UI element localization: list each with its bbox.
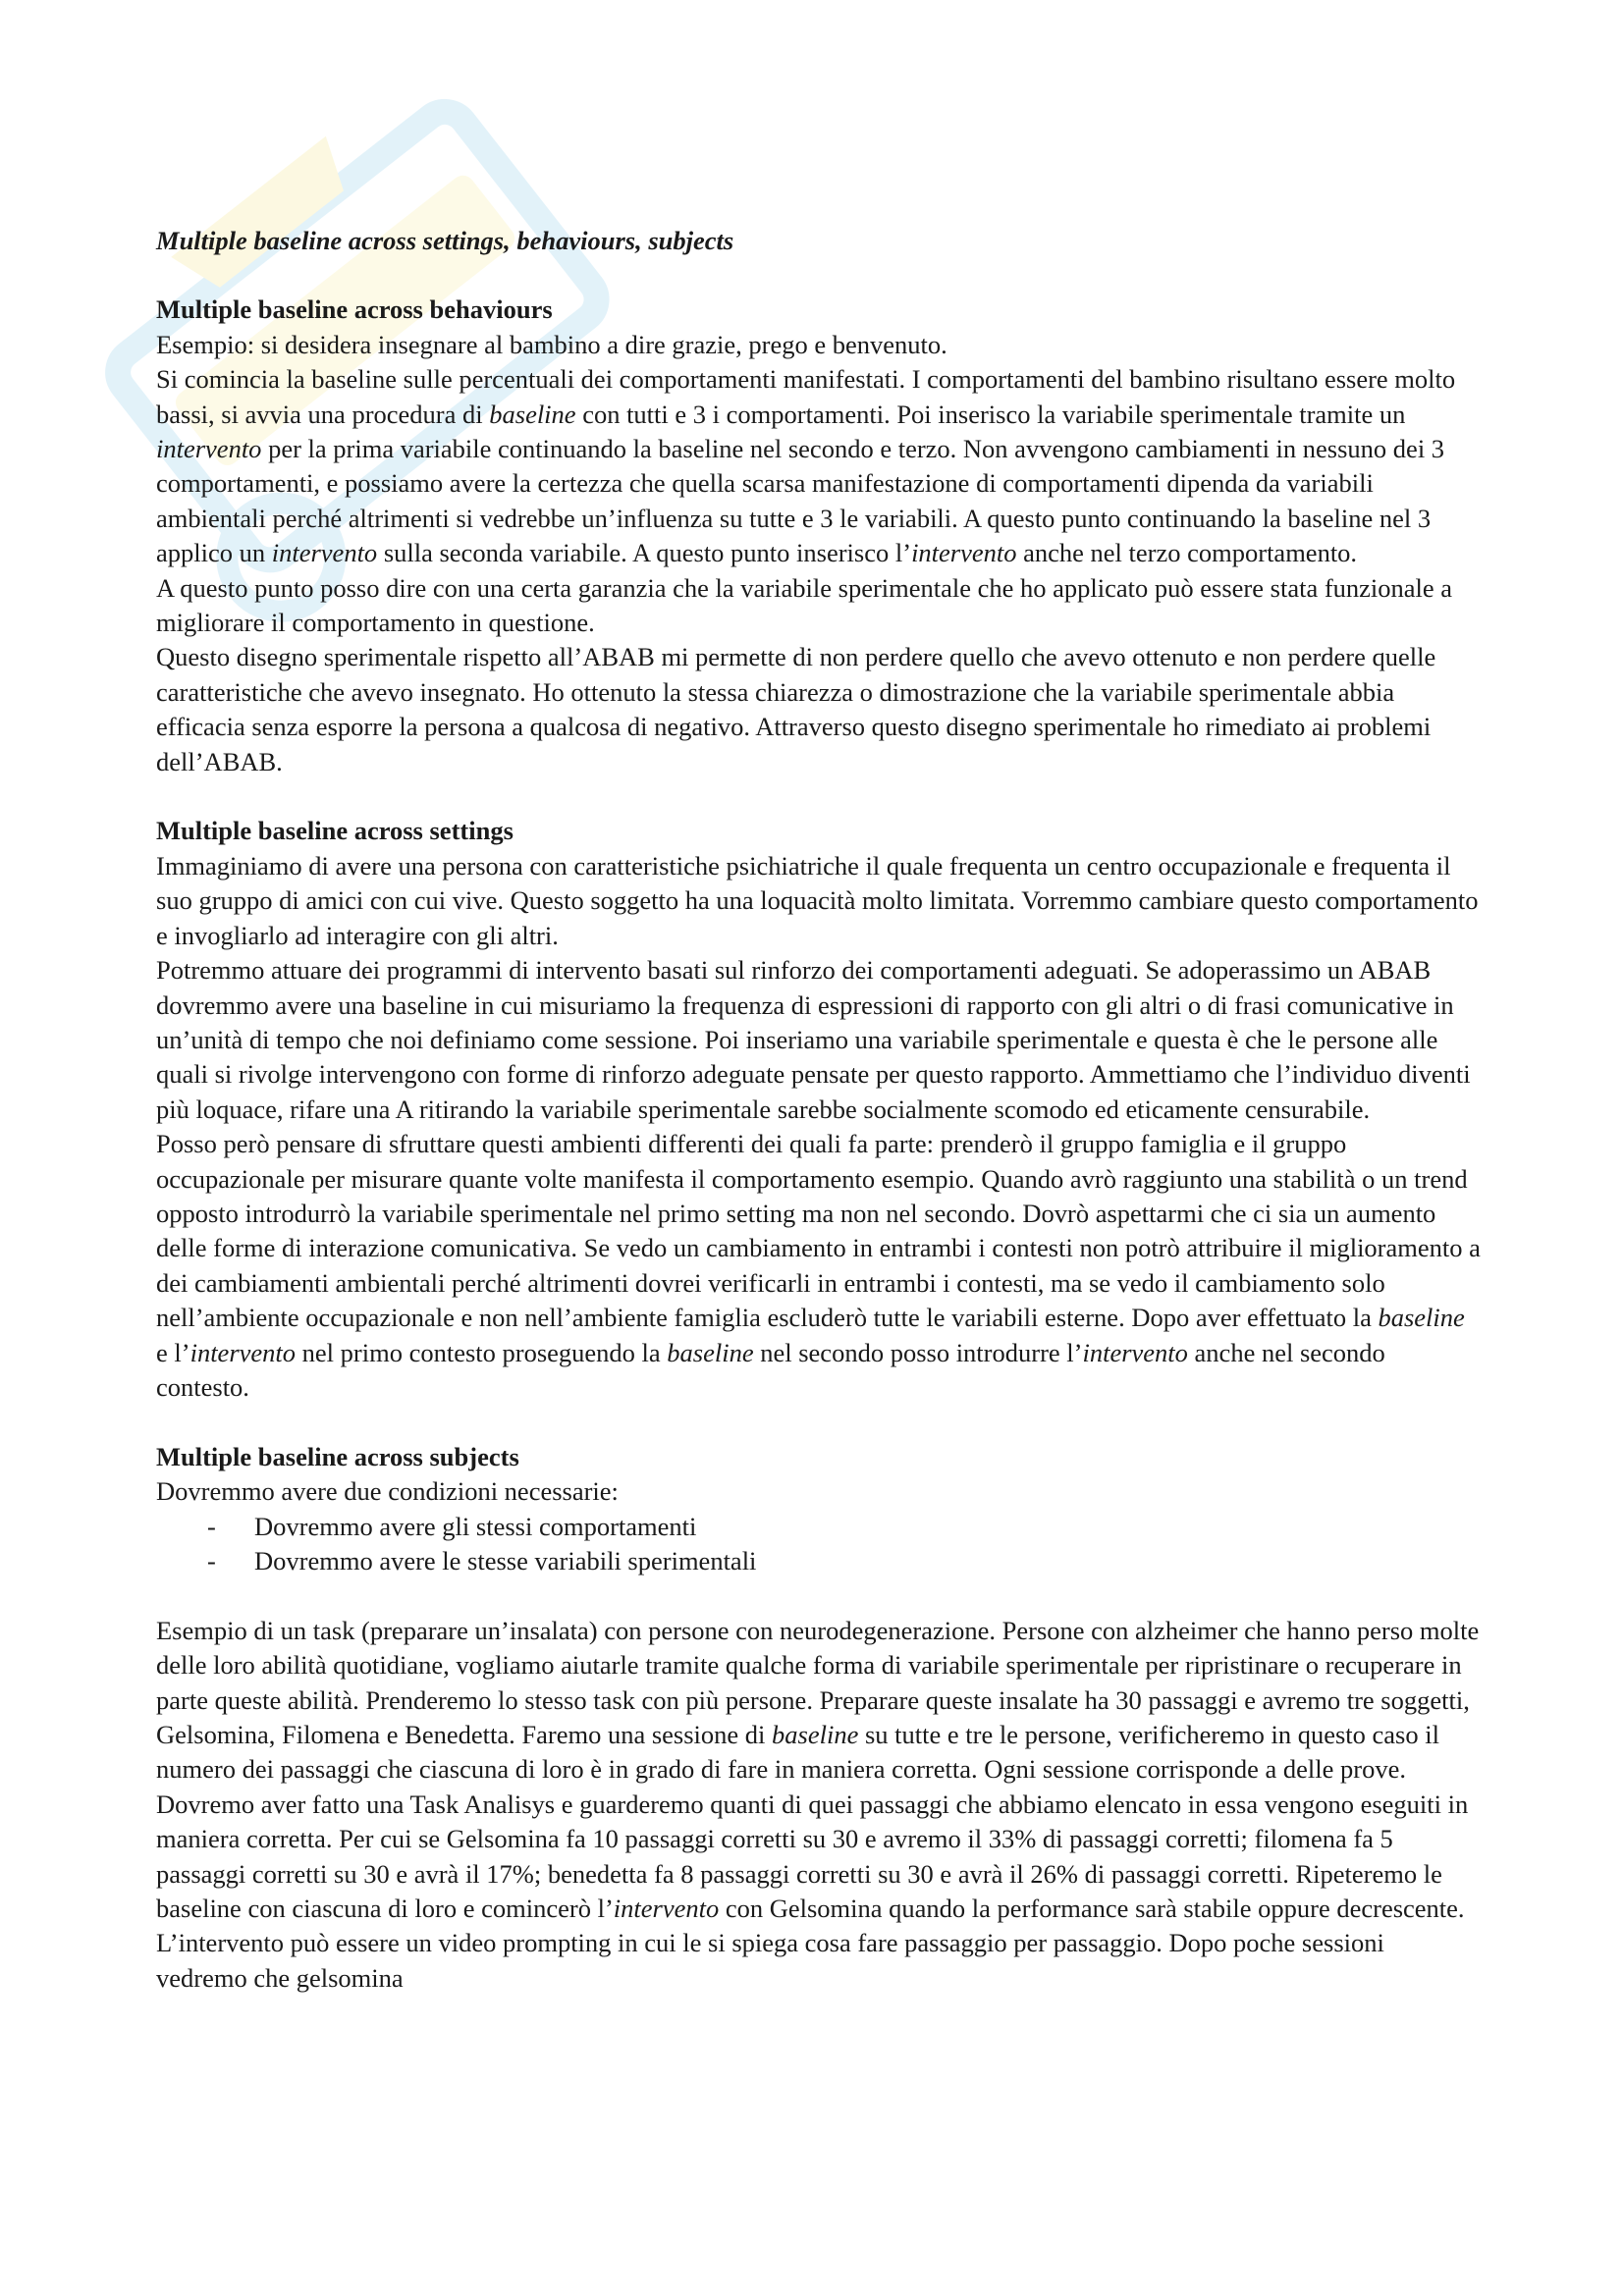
section-body (156, 328, 1482, 779)
list-item (156, 1510, 1482, 1544)
section-body (156, 1614, 1482, 1996)
section-heading: Multiple baseline across behaviours (156, 294, 553, 325)
paragraph (156, 571, 1482, 641)
paragraph (156, 953, 1482, 1127)
section-intro: Dovremmo avere due condizioni necessarie: (156, 1476, 619, 1507)
text-run: nel primo contesto proseguendo la (296, 1337, 668, 1367)
text-run: con Gelsomina quando la performance sarà stabile oppure decrescente. L’intervento può essere un video prompting in cui le si spiega cosa fare passaggio per passaggio. Dopo poche sessioni vedremo che gelsomina (156, 1894, 1465, 1993)
paragraph (156, 362, 1482, 570)
section-behaviours (156, 293, 1482, 779)
paragraph (156, 1614, 1482, 1996)
text-run: nel secondo posso introdurre l’ (753, 1337, 1083, 1367)
text-run: su tutte e tre le persone, verificheremo in questo caso il numero dei passaggi che ciascuna di loro è in grado di fare in maniera corretta. Ogni sessione corrisponde a delle prove. Dovremo aver fatto una Task Analisys e guarderemo quanti di quei passaggi che abbiamo elencato in essa vengono eseguiti in maniera corretta. Per cui se Gelsomina fa 10 passaggi corretti su 30 e avremo il 33% di passaggi corretti; filomena fa 5 passaggi corretti su 30 e avrà il 17%; benedetta fa 8 passaggi corretti su 30 e avrà il 26% di passaggi corretti. Ripeteremo le baseline con ciascuna di loro e comincerò l’ (156, 1720, 1469, 1924)
section-heading: Multiple baseline across settings (156, 816, 514, 846)
emphasis-text: baseline (667, 1337, 754, 1367)
emphasis-text: intervento (189, 1337, 297, 1367)
text-run: Potremmo attuare dei programmi di intervento basati sul rinforzo dei comportamenti adeguati. Se adoperassimo un ABAB dovremmo avere una baseline in cui misuriamo la frequenza di espressioni di rapporto con gli altri o di frasi comunicative in un’unità di tempo che noi definiamo come sessione. Poi inseriamo una variabile sperimentale e questa è che le persone alle quali si rivolge intervengono con forme di rinforzo adeguate pensate per questo rapporto. Ammettiamo che l’individuo diventi più loquace, rifare una A ritirando la variabile sperimentale sarebbe socialmente scomodo ed eticamente censurabile. (156, 955, 1471, 1124)
text-run: A questo punto posso dire con una certa garanzia che la variabile sperimentale che ho applicato può essere stata funzionale a migliorare il comportamento in questione. (156, 572, 1453, 638)
section-heading: Multiple baseline across subjects (156, 1441, 519, 1471)
document-page (156, 224, 1482, 2031)
text-run: Questo disegno sperimentale rispetto all’ABAB mi permette di non perdere quello che avevo ottenuto e non perdere quelle caratteristiche che avevo insegnato. Ho ottenuto la stessa chiarezza o dimostrazione che la variabile sperimentale abbia efficacia senza esporre la persona a qualcosa di negativo. Attraverso questo disegno sperimentale ho rimediato ai problemi dell’ABAB. (156, 642, 1436, 776)
emphasis-text: intervento (613, 1894, 720, 1924)
emphasis-text: baseline (1378, 1303, 1465, 1333)
section-settings (156, 814, 1482, 1405)
spacer (156, 1578, 1482, 1613)
text-run: e l’ (156, 1337, 190, 1367)
text-run: con tutti e 3 i comportamenti. Poi inserisco la variabile sperimentale tramite un (575, 399, 1406, 429)
text-run: Posso però pensare di sfruttare questi ambienti differenti dei quali fa parte: prenderò il gruppo famiglia e il gruppo occupazionale per misurare quante volte manifesta il comportamento esempio. Quando avrò raggiunto una stabilità o un trend opposto introdurrò la variabile sperimentale nel primo setting ma non nel secondo. Dovrò aspettarmi che ci sia un aumento delle forme di interazione comunicativa. Se vedo un cambiamento in entrambi i contesti non potrò attribuire il miglioramento a dei cambiamenti ambientali perché altrimenti dovrei verificarli in entrambi i contesti, ma se vedo il cambiamento solo nell’ambiente occupazionale e non nell’ambiente famiglia escluderò tutte le variabili esterne. Dopo aver effettuato la (156, 1129, 1481, 1333)
emphasis-text: baseline (772, 1720, 859, 1750)
paragraph (156, 1127, 1482, 1405)
list-item-text: Dovremmo avere gli stessi comportamenti (254, 1511, 697, 1541)
section-body (156, 849, 1482, 1406)
emphasis-text: intervento (1082, 1337, 1188, 1367)
emphasis-text: intervento (156, 434, 262, 464)
text-run: anche nel secondo contesto. (156, 1337, 1385, 1402)
text-run: Esempio: si desidera insegnare al bambino a dire grazie, prego e benvenuto. (156, 329, 947, 359)
text-run: Immaginiamo di avere una persona con caratteristiche psichiatriche il quale frequenta un centro occupazionale e frequenta il suo gruppo di amici con cui vive. Questo soggetto ha una loquacità molto limitata. Vorremmo cambiare questo comportamento e invogliarlo ad interagire con gli altri. (156, 850, 1479, 950)
list-bullet: - (207, 1546, 216, 1575)
paragraph (156, 640, 1482, 779)
list-bullet: - (207, 1511, 216, 1541)
list-item (156, 1544, 1482, 1578)
text-run: per la prima variabile continuando la baseline nel secondo e terzo. Non avvengono cambiamenti in nessuno dei 3 comportamenti, e possiamo avere la certezza che quella scarsa manifestazione di comportamenti dipenda da variabili ambientali perché altrimenti si vedrebbe un’influenza su tutte e 3 le variabili. A questo punto continuando la baseline nel 3 applico un (156, 434, 1445, 568)
paragraph (156, 328, 1482, 362)
emphasis-text: baseline (489, 399, 576, 429)
page-title: Multiple baseline across settings, behaviours, subjects (156, 226, 734, 255)
emphasis-text: intervento (271, 538, 378, 568)
section-subjects (156, 1440, 1482, 1996)
list-item-text: Dovremmo avere le stesse variabili sperimentali (254, 1546, 757, 1575)
text-run: Esempio di un task (preparare un’insalata) con persone con neurodegenerazione. Persone con alzheimer che hanno perso molte delle loro abilità quotidiane, vogliamo aiutarle tramite qualche forma di variabile sperimentale per ripristinare o recuperare in parte queste abilità. Prenderemo lo stesso task con più persone. Preparare queste insalate ha 30 passaggi e avremo tre soggetti, Gelsomina, Filomena e Benedetta. Faremo una sessione di (156, 1615, 1480, 1750)
text-run: Si comincia la baseline sulle percentuali dei comportamenti manifestati. I comportamenti del bambino risultano essere molto bassi, si avvia una procedura di (156, 364, 1456, 429)
paragraph (156, 849, 1482, 953)
conditions-list (156, 1510, 1482, 1579)
emphasis-text: intervento (911, 538, 1017, 568)
text-run: anche nel terzo comportamento. (1016, 538, 1358, 568)
text-run: sulla seconda variabile. A questo punto inserisco l’ (377, 538, 912, 568)
